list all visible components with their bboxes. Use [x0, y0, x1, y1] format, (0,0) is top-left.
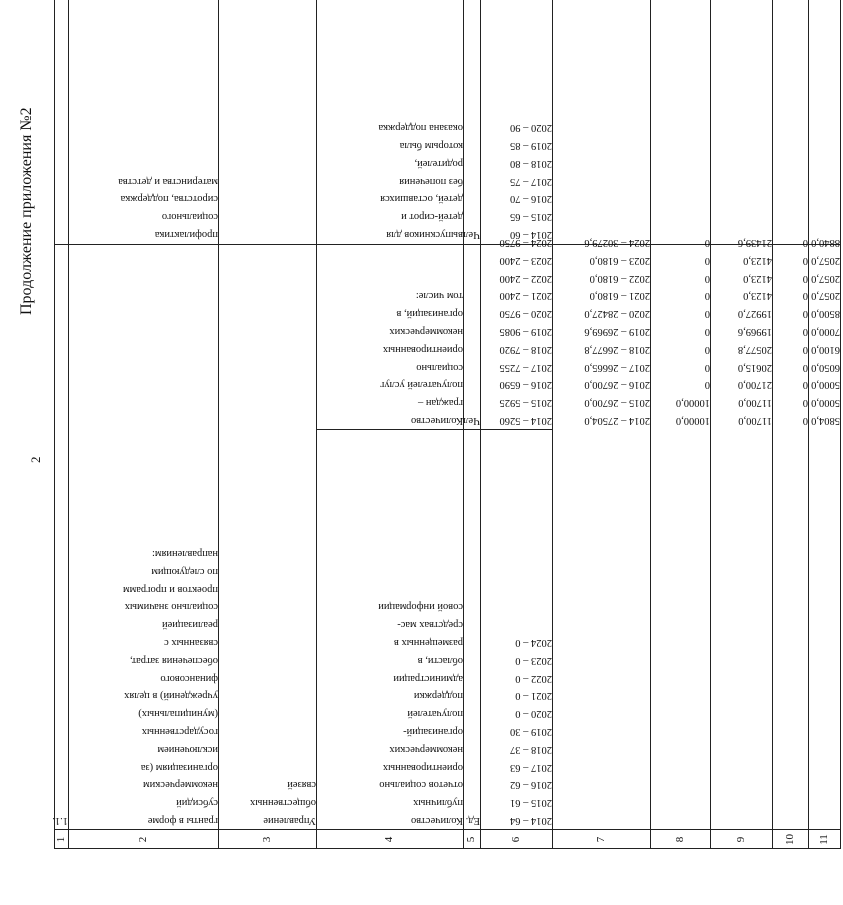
indicator-value: 2024 – 9750: [499, 237, 552, 248]
indicator-value: 2020 – 90: [510, 122, 552, 134]
indicator-name: отчетов социально: [379, 779, 463, 791]
funding-total: 2017 – 26665,0: [584, 361, 650, 373]
funding-col10: 0: [802, 272, 808, 284]
funding-col10: 0: [802, 415, 808, 426]
funding-total: 2022 – 6180,0: [589, 272, 650, 284]
funding-col8: 0: [704, 254, 710, 266]
indicator-name: родителей,: [414, 157, 463, 169]
funding-col11: 5000,0: [811, 379, 840, 391]
funding-total: 2024 – 30279,6: [584, 237, 650, 248]
column-number: 11: [818, 834, 830, 845]
funding-col11: 2057,0: [811, 254, 840, 266]
executor: связей: [287, 779, 316, 791]
funding-col10: 0: [802, 254, 808, 266]
funding-col10: 0: [802, 397, 808, 409]
indicator-value: 2022 – 0: [515, 672, 552, 684]
indicator-value: 2015 – 65: [510, 211, 552, 223]
event-name: социально значимых: [124, 601, 218, 613]
table-border: [54, 0, 55, 849]
unit: Чел.: [460, 415, 480, 426]
indicator-value: 2017 – 75: [510, 175, 552, 187]
indicator-name: детей-сирот и: [401, 211, 463, 223]
indicator-name: средствах мас-: [397, 619, 463, 631]
funding-col10: 0: [802, 361, 808, 373]
column-number: 2: [137, 836, 149, 843]
indicator-value: 2016 – 6590: [499, 379, 552, 391]
funding-col8: 0: [704, 290, 710, 302]
funding-total: 2020 – 28427,0: [584, 308, 650, 320]
funding-col9: 21700,0: [737, 379, 772, 391]
executor: общественных: [250, 797, 316, 809]
funding-col11: 2057,0: [811, 290, 840, 302]
column-number: 7: [595, 836, 607, 843]
event-name: некоммерческим: [142, 779, 218, 791]
funding-col9: 4123,0: [743, 254, 772, 266]
funding-col11: 7000,0: [811, 326, 840, 337]
column-number: 3: [261, 836, 273, 843]
appendix-title: Продолжение приложения №2: [18, 107, 35, 315]
indicator-value: 2019 – 9085: [499, 326, 552, 337]
indicator-name: ориентированных: [382, 761, 463, 773]
unit: Ед.: [465, 815, 480, 826]
indicator-value: 2020 – 0: [515, 708, 552, 720]
funding-col8: 0: [704, 361, 710, 373]
indicator-value: 2017 – 63: [510, 761, 552, 773]
indicator-value: 2019 – 30: [510, 726, 552, 737]
indicator-name: которым была: [399, 140, 463, 151]
funding-col8: 10000,0: [675, 415, 710, 426]
funding-col10: 0: [802, 326, 808, 337]
indicator-value: 2018 – 7920: [499, 343, 552, 355]
indicator-name: выпускников для: [386, 229, 463, 240]
event-name: гранты в форме: [147, 815, 218, 826]
event-name: направлениям:: [151, 548, 218, 559]
funding-col8: 10000,0: [675, 397, 710, 409]
funding-col8: 0: [704, 326, 710, 337]
indicator-value: 2016 – 70: [510, 193, 552, 205]
indicator-value: 2015 – 5925: [499, 397, 552, 409]
indicator-name: некоммерческих: [389, 743, 463, 755]
column-number: 1: [55, 836, 67, 843]
event-name: проектов и программ: [122, 583, 218, 595]
event-name: организациям (за: [140, 761, 218, 773]
column-number: 10: [784, 834, 796, 845]
funding-col9: 20615,0: [737, 361, 772, 373]
indicator-value: 2015 – 61: [510, 797, 552, 809]
column-number: 8: [674, 836, 686, 843]
event-name: (муниципальных): [138, 708, 218, 720]
indicator-value: 2019 – 85: [510, 140, 552, 151]
event-name: учреждений) в целях: [124, 690, 218, 702]
funding-col11: 2057,0: [811, 272, 840, 284]
indicator-name: Количество: [410, 415, 463, 426]
event-name: связанных с: [164, 637, 218, 648]
funding-total: 2016 – 26700,0: [584, 379, 650, 391]
event-name: исключением: [157, 743, 218, 755]
event-name: государственных: [141, 726, 218, 737]
indicator-value: 2014 – 5260: [499, 415, 552, 426]
indicator-value: 2017 – 7255: [499, 361, 552, 373]
indicator-value: 2021 – 0: [515, 690, 552, 702]
indicator-value: 2014 – 64: [510, 815, 552, 826]
funding-total: 2014 – 27504,0: [584, 415, 650, 426]
event-name: субсидий: [176, 797, 218, 809]
indicator-value: 2014 – 60: [510, 229, 552, 240]
indicator-value: 2024 – 0: [515, 637, 552, 648]
indicator-name: ориентированных: [382, 343, 463, 355]
indicator-value: 2023 – 0: [515, 654, 552, 666]
indicator-value: 2022 – 2400: [499, 272, 552, 284]
indicator-value: 2020 – 9750: [499, 308, 552, 320]
funding-col9: 19927,0: [737, 308, 772, 320]
funding-col10: 0: [802, 343, 808, 355]
funding-total: 2021 – 6180,0: [589, 290, 650, 302]
funding-col8: 0: [704, 379, 710, 391]
funding-total: 2015 – 26700,0: [584, 397, 650, 409]
event-name: реализацией: [162, 619, 218, 631]
event-name: материнства и детства: [118, 175, 218, 187]
event-name: профилактика: [154, 229, 218, 240]
column-number: 4: [383, 836, 395, 843]
indicator-name: размещенных в: [393, 637, 463, 648]
indicator-value: 2016 – 62: [510, 779, 552, 791]
event-name: обеспечения затрат,: [129, 654, 218, 666]
funding-col11: 6100,0: [811, 343, 840, 355]
funding-col11: 5000,0: [811, 397, 840, 409]
funding-total: 2019 – 26969,6: [584, 326, 650, 337]
funding-col10: 0: [802, 379, 808, 391]
indicator-name: детей, оставшихся: [380, 193, 463, 205]
funding-total: 2018 – 26677,8: [584, 343, 650, 355]
funding-col8: 0: [704, 272, 710, 284]
indicator-name: социально: [416, 361, 463, 373]
funding-col10: 0: [802, 237, 808, 248]
column-number: 5: [465, 836, 477, 843]
funding-col9: 11700,0: [738, 397, 772, 409]
table-border: [316, 429, 552, 430]
indicator-name: получателей: [407, 708, 463, 720]
funding-col8: 0: [704, 308, 710, 320]
indicator-name: организаций, в: [396, 308, 463, 320]
row-number: 1.1.: [52, 815, 68, 826]
event-name: социального: [161, 211, 218, 223]
unit: Чел.: [460, 229, 480, 240]
funding-col9: 20577,8: [737, 343, 772, 355]
indicator-value: 2018 – 37: [510, 743, 552, 755]
indicator-value: 2018 – 80: [510, 157, 552, 169]
event-name: сиротства, поддержка: [120, 193, 218, 205]
funding-col9: 21439,6: [737, 237, 772, 248]
indicator-value: 2021 – 2400: [499, 290, 552, 302]
indicator-name: организаций-: [403, 726, 463, 737]
funding-col10: 0: [802, 290, 808, 302]
indicator-name: некоммерческих: [389, 326, 463, 337]
funding-col9: 4123,0: [743, 290, 772, 302]
indicator-value: 2023 – 2400: [499, 254, 552, 266]
indicator-name: оказана поддержка: [378, 122, 463, 134]
event-name: по следующим: [151, 565, 218, 577]
indicator-name: совой информации: [378, 601, 463, 613]
page-number: 2: [28, 456, 43, 463]
funding-col11: 8500,0: [811, 308, 840, 320]
indicator-name: том числе:: [415, 290, 463, 302]
event-name: финансового: [160, 672, 218, 684]
indicator-name: получателей услуг: [380, 379, 463, 391]
indicator-name: граждан –: [418, 397, 463, 409]
indicator-name: без попечения: [399, 175, 463, 187]
funding-col9: 4123,0: [743, 272, 772, 284]
funding-col11: 5804,0: [811, 415, 840, 426]
table-border: [54, 244, 316, 245]
funding-col11: 8840,0: [811, 237, 840, 248]
indicator-name: Количество: [410, 815, 463, 826]
column-number: 6: [510, 836, 522, 843]
indicator-name: публичных: [413, 797, 463, 809]
indicator-name: области, в: [417, 654, 463, 666]
column-number: 9: [735, 836, 747, 843]
funding-col10: 0: [802, 308, 808, 320]
funding-total: 2023 – 6180,0: [589, 254, 650, 266]
funding-col11: 6050,0: [811, 361, 840, 373]
executor: Управление: [263, 815, 316, 826]
indicator-name: администрации: [393, 672, 463, 684]
indicator-name: поддержки: [413, 690, 463, 702]
funding-col9: 19969,6: [737, 326, 772, 337]
funding-col8: 0: [704, 237, 710, 248]
funding-col8: 0: [704, 343, 710, 355]
funding-col9: 11700,0: [738, 415, 772, 426]
